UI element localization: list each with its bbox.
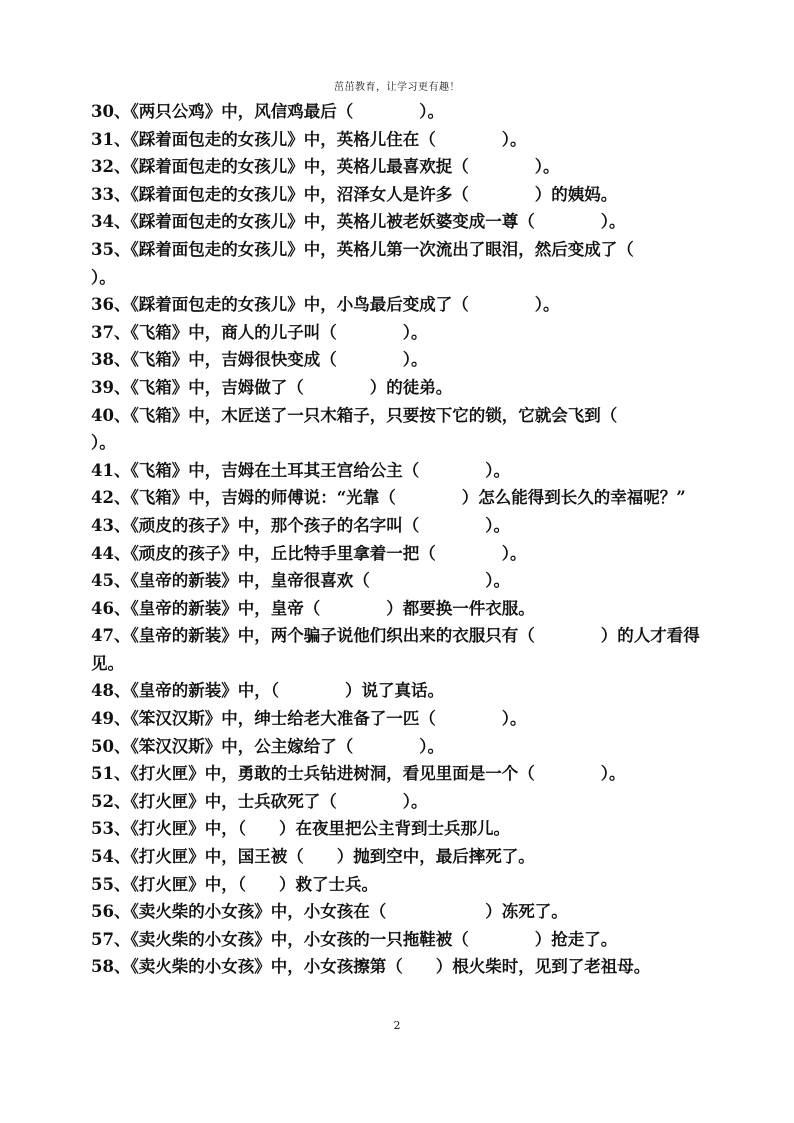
question-item: 52、《打火匣》中，士兵砍死了（ ）。: [91, 791, 428, 811]
page-number: 2: [393, 1019, 401, 1032]
question-item: 57、《卖火柴的小女孩》中，小女孩的一只拖鞋被（ ）抢走了。: [91, 929, 618, 949]
question-item: 51、《打火匣》中，勇敢的士兵钻进树洞，看见里面是一个（ ）。: [91, 764, 626, 784]
question-item: 32、《踩着面包走的女孩儿》中，英格儿最喜欢捉（ ）。: [91, 157, 560, 177]
page-header: 茁茁教育，让学习更有趣！: [334, 82, 460, 93]
question-item: 30、《两只公鸡》中，风信鸡最后（ ）。: [91, 102, 444, 121]
question-item: 33、《踩着面包走的女孩儿》中，沼泽女人是许多（ ）的姨妈。: [91, 184, 618, 204]
question-item: 49、《笨汉汉斯》中，绅士给老大准备了一匹（ ）。: [91, 709, 527, 729]
question-item: 39、《飞箱》中，吉姆做了（ ）的徒弟。: [91, 377, 453, 397]
question-item: 50、《笨汉汉斯》中，公主嫁给了（ ）。: [91, 736, 444, 756]
question-item: 37、《飞箱》中，商人的儿子叫（ ）。: [91, 322, 428, 342]
question-item: 54、《打火匣》中，国王被（ ）抛到空中，最后摔死了。: [91, 847, 535, 867]
question-item: 44、《顽皮的孩子》中，丘比特手里拿着一把（ ）。: [91, 543, 527, 563]
question-item: 34、《踩着面包走的女孩儿》中，英格儿被老妖婆变成一尊（ ）。: [91, 212, 626, 232]
question-item: 38、《飞箱》中，吉姆很快变成（ ）。: [91, 350, 428, 370]
question-item: 40、《飞箱》中，木匠送了一只木箱子，只要按下它的锁，它就会飞到（ ）。: [91, 405, 684, 453]
question-item: 43、《顽皮的孩子》中，那个孩子的名字叫（ ）。: [91, 515, 510, 535]
question-item: 46、《皇帝的新装》中，皇帝（ ）都要换一件衣服。: [91, 598, 535, 618]
question-item: 48、《皇帝的新装》中，（ ）说了真话。: [91, 681, 444, 701]
question-item: 47、《皇帝的新装》中，两个骗子说他们织出来的衣服只有（ ）的人才看得见。: [91, 626, 700, 673]
question-item: 55、《打火匣》中，（ ）救了士兵。: [91, 874, 378, 894]
question-item: 42、《飞箱》中，吉姆的师傅说：“光靠（ ）怎么能得到长久的幸福呢？”: [91, 488, 686, 508]
question-item: 35、《踩着面包走的女孩儿》中，英格儿第一次流出了眼泪，然后变成了（ ）。: [91, 239, 700, 287]
question-item: 53、《打火匣》中，（ ）在夜里把公主背到士兵那儿。: [91, 819, 510, 839]
question-item: 31、《踩着面包走的女孩儿》中，英格儿住在（ ）。: [91, 129, 527, 149]
question-item: 45、《皇帝的新装》中，皇帝很喜欢（ ）。: [91, 571, 510, 591]
question-item: 58、《卖火柴的小女孩》中，小女孩擦第（ ）根火柴时，见到了老祖母。: [91, 957, 651, 977]
question-item: 36、《踩着面包走的女孩儿》中，小鸟最后变成了（ ）。: [91, 295, 560, 315]
question-item: 41、《飞箱》中，吉姆在土耳其王宫给公主（ ）。: [91, 460, 510, 480]
question-item: 56、《卖火柴的小女孩》中，小女孩在（ ）冻死了。: [91, 902, 568, 922]
question-list: [91, 98, 703, 981]
